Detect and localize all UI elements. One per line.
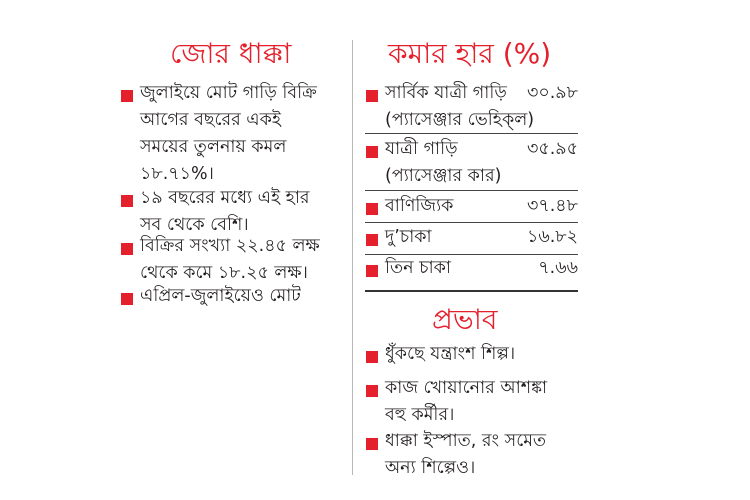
bullet-marker	[366, 438, 378, 450]
bullet-marker	[121, 293, 133, 305]
left-bullet-3	[140, 233, 320, 287]
bullet-marker	[366, 385, 378, 397]
rate-row-1-label	[385, 80, 534, 134]
left-bullet-2-line-1: ১৯ বছরের মধ্যে এই হার	[140, 188, 310, 208]
rate-row-2-label-line-1: যাত্রী গাড়ি	[385, 139, 458, 159]
left-bullet-1-line-2: আগের বছরের একই	[140, 110, 281, 130]
impact-item-2-line-1: কাজ খোয়ানোর আশঙ্কা	[385, 378, 548, 398]
impact-item-2-line-2: বহু কর্মীর।	[385, 405, 455, 425]
bullet-marker	[366, 146, 378, 158]
left-bullet-1-line-3: সময়ের তুলনায় কমল	[140, 137, 287, 157]
bullet-marker	[366, 351, 378, 363]
left-bullet-4	[140, 283, 301, 310]
rate-row-2-value: ৩৫.৯৫	[526, 139, 578, 159]
left-bullet-1-line-1: জুলাইয়ে মোট গাড়ি বিক্রি	[140, 83, 317, 103]
rate-row-2-label-line-2: (প্যাসেঞ্জার কার)	[385, 166, 502, 186]
left-bullet-3-line-1: বিক্রির সংখ্যা ২২.৪৫ লক্ষ	[140, 236, 320, 256]
rate-row-1-label-line-1: সার্বিক যাত্রী গাড়ি	[385, 83, 507, 103]
bullet-marker	[366, 203, 378, 215]
row-divider	[365, 222, 578, 223]
impact-item-3-line-2: অন্য শিল্পেও।	[385, 458, 476, 478]
rate-row-4-label-line-1: দু’চাকা	[385, 227, 432, 247]
rate-row-3-label-line-1: বাণিজ্যিক	[385, 196, 454, 216]
rate-row-5-value: ৭.৬৬	[538, 258, 578, 278]
bullet-marker	[366, 265, 378, 277]
rate-row-5-label-line-1: তিন চাকা	[385, 258, 451, 278]
bullet-marker	[121, 195, 133, 207]
bullet-marker	[366, 90, 378, 102]
impact-item-1-line-1: ধুঁকছে যন্ত্রাংশ শিল্প।	[385, 344, 516, 364]
impact-item-2	[385, 375, 547, 429]
impact-item-3	[385, 428, 546, 482]
row-divider	[365, 190, 578, 191]
left-bullet-3-line-2: থেকে কমে ১৮.২৫ লক্ষ।	[140, 263, 308, 283]
impact-item-1	[385, 341, 515, 368]
left-bullet-1-line-4: ১৮.৭১%।	[140, 164, 214, 184]
bullet-marker	[121, 90, 133, 102]
impact-heading: প্রভাব	[432, 303, 498, 336]
column-divider	[352, 40, 353, 475]
rate-row-5-label	[385, 255, 451, 282]
rate-row-4-label	[385, 224, 432, 251]
rate-row-3-label	[385, 193, 453, 220]
left-bullet-1	[140, 80, 317, 188]
row-divider	[365, 133, 578, 134]
left-bullet-2	[140, 185, 310, 239]
left-heading: জোর ধাক্কা	[170, 37, 292, 70]
left-bullet-2-line-2: সব থেকে বেশি।	[140, 215, 249, 235]
rate-row-2-label	[385, 136, 501, 190]
right-heading: কমার হার (%)	[388, 37, 552, 70]
bullet-marker	[366, 234, 378, 246]
impact-item-3-line-1: ধাক্কা ইস্পাত, রং সমেত	[385, 431, 547, 451]
rate-row-3-value: ৩৭.৪৮	[526, 196, 578, 216]
bullet-marker	[121, 243, 133, 255]
rate-row-1-value: ৩০.৯৮	[526, 83, 578, 103]
left-bullet-4-line-1: এপ্রিল-জুলাইয়েও মোট	[140, 286, 301, 306]
rate-row-1-label-line-2: (প্যাসেঞ্জার ভেহিক্‌ল)	[385, 110, 535, 130]
rate-row-4-value: ১৬.৮২	[526, 227, 578, 247]
table-bottom-rule	[365, 290, 578, 292]
